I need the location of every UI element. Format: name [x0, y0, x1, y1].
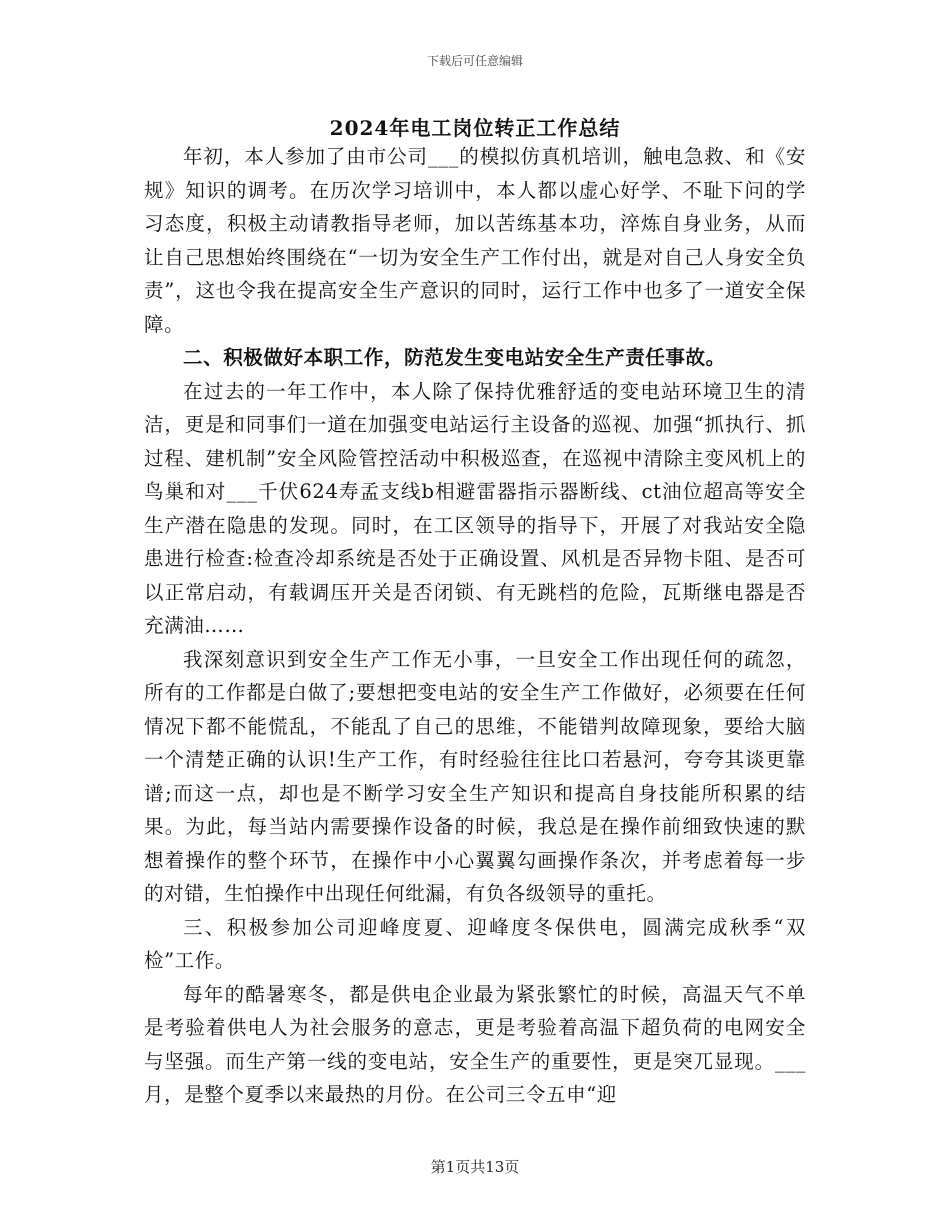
page-header-note: 下载后可任意编辑	[426, 54, 523, 68]
document-title: 2024年电工岗位转正工作总结	[329, 116, 621, 140]
section-heading-3: 三、积极参加公司迎峰度夏、迎峰度冬保供电，圆满完成秋季“双检”工作。	[144, 915, 806, 972]
paragraph-1: 年初，本人参加了由市公司___的模拟仿真机培训，触电急救、和《安规》知识的调考。在历次学习培训中，本人都以虚心好学、不耻下问的学习态度，积极主动请教指导老师，加以苦练基本功，淬炼自身业务，从而让自己思想始终围绕在“一切为安全生产工作付出，就是对自己人身安全负责”，这也令我在提高安全生产意识的同时，运行工作中也多了一道安全保障。	[144, 145, 806, 336]
section-heading-2: 二、积极做好本职工作，防范发生变电站安全生产责任事故。	[183, 346, 726, 369]
paragraph-3: 在过去的一年工作中，本人除了保持优雅舒适的变电站环境卫生的清洁，更是和同事们一道在加强变电站运行主设备的巡视、加强“抓执行、抓过程、建机制”安全风险管控活动中积极巡查，在巡视中清除主变风机上的鸟巢和对___千伏624寿孟支线b相避雷器指示器断线、ct油位超高等安全生产潜在隐患的发现。同时，在工区领导的指导下，开展了对我站安全隐患进行检查:检查冷却系统是否处于正确设置、风机是否异物卡阻、是否可以正常启动，有载调压开关是否闭锁、有无跳档的危险，瓦斯继电器是否充满油……	[144, 379, 806, 637]
paragraph-6: 每年的酷暑寒冬，都是供电企业最为紧张繁忙的时候，高温天气不单是考验着供电人为社会服务的意志，更是考验着高温下超负荷的电网安全与坚强。而生产第一线的变电站，安全生产的重要性，更是突兀显现。___月，是整个夏季以来最热的月份。在公司三令五申“迎	[144, 982, 806, 1106]
paragraph-4: 我深刻意识到安全生产工作无小事，一旦安全工作出现任何的疏忽，所有的工作都是白做了;要想把变电站的安全生产工作做好，必须要在任何情况下都不能慌乱，不能乱了自己的思维，不能错判故障现象，要给大脑一个清楚正确的认识!生产工作，有时经验往往比口若悬河，夸夸其谈更靠谱;而这一点，却也是不断学习安全生产知识和提高自身技能所积累的结果。为此，每当站内需要操作设备的时候，我总是在操作前细致快速的默想着操作的整个环节，在操作中小心翼翼勾画操作条次，并考虑着每一步的对错，生怕操作中出现任何纰漏，有负各级领导的重托。	[144, 647, 806, 905]
document-body	[144, 140, 806, 1112]
page-number-footer: 第1页共13页	[430, 1158, 520, 1176]
